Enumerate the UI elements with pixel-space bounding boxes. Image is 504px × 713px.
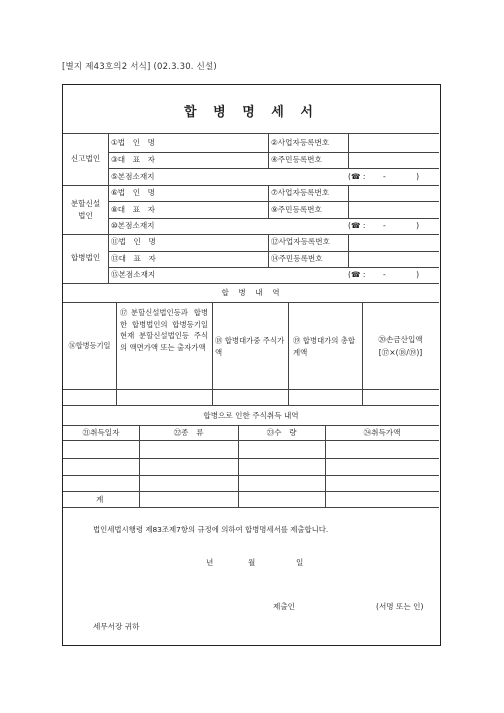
col-divider (348, 185, 349, 218)
rule (108, 168, 439, 169)
rule (108, 218, 439, 219)
section-label-merger-corp: 합병법인 (70, 253, 101, 262)
signature-label: (서명 또는 인) (376, 602, 424, 611)
field-resident-reg-no: ④주민등록번호 (271, 155, 322, 164)
total-label: 계 (96, 495, 104, 504)
rule-stock-heading (63, 425, 439, 426)
col-divider (139, 425, 140, 507)
stock-section-heading: 합병으로 인한 주식취득 내역 (203, 411, 299, 420)
field-representative: ⑬대 표 자 (111, 254, 156, 263)
col-deductible-amount: ⑳손금산입액 (378, 335, 423, 344)
col-divider (348, 234, 349, 267)
col-divider (348, 133, 349, 168)
rule (108, 152, 439, 153)
field-phone: (☎ : - ) (348, 270, 420, 279)
form-header: [별지 제43호의2 서식] (02.3.30. 신설) (62, 62, 217, 72)
field-corp-name: ⑪법 인 명 (111, 237, 156, 246)
col-divider (268, 234, 269, 267)
rule-stock-cols (63, 440, 439, 441)
col-divider (116, 302, 117, 405)
rule-merger-values (63, 405, 439, 406)
col-total-consideration: ⑲ 합병대가의 총합계액 (293, 336, 356, 357)
col-divider (268, 185, 269, 218)
col-acq-date: ㉑취득일자 (82, 428, 120, 437)
recipient-label: 세무서장 귀하 (93, 622, 140, 631)
rule (63, 491, 439, 492)
field-head-office: ⑮본점소재지 (111, 270, 156, 279)
col-divider (238, 425, 239, 507)
field-head-office: ⑩본점소재지 (111, 221, 155, 230)
col-divider (212, 302, 213, 405)
submission-statement: 법인세법시행령 제83조제7항의 규정에 의하여 합병명세서를 제출합니다. (93, 525, 329, 534)
rule-section-1 (63, 185, 439, 186)
rule-section-2 (63, 234, 439, 235)
rule (108, 267, 439, 268)
deductible-formula: [⑰×(⑱/⑲)] (378, 348, 423, 357)
col-divider (325, 425, 326, 507)
rule (63, 475, 439, 476)
rule (108, 201, 439, 202)
section-label-new-corp: 분할신설법인 (70, 199, 101, 220)
col-stock-type: ㉒종 류 (173, 428, 204, 437)
rule-merger-body (63, 389, 439, 390)
merger-statement-form (62, 84, 441, 646)
field-business-reg-no: ②사업자등록번호 (271, 138, 330, 147)
rule-merger-heading (63, 302, 439, 303)
rule (63, 458, 439, 459)
field-head-office: ⑤본점소재지 (111, 172, 155, 181)
date-month: 월 (248, 558, 256, 567)
field-phone: (☎ : - ) (348, 221, 420, 230)
field-resident-reg-no: ⑨주민등록번호 (271, 205, 322, 214)
col-quantity: ㉓수 량 (266, 428, 297, 437)
rule (108, 251, 439, 252)
date-day: 일 (296, 558, 304, 567)
field-business-reg-no: ⑦사업자등록번호 (271, 188, 330, 197)
field-corp-name: ⑥법 인 명 (111, 188, 156, 197)
col-acq-value: ㉔취득가액 (363, 428, 401, 437)
rule-title-bottom (63, 133, 439, 134)
merger-details-heading: 합 병 내 역 (221, 288, 281, 297)
col-divider (108, 133, 109, 283)
field-representative: ⑧대 표 자 (111, 205, 156, 214)
col-face-value: ⑰분할신설법인등과 합병한 합병법인의 합병등기일 현재 분할신설법인등 주식의 액면가액 또는 출자가액 (120, 308, 208, 352)
field-corp-name: ①법 인 명 (111, 138, 156, 147)
col-divider (268, 133, 269, 168)
col-stock-value: ⑱ 합병대가중 주식가액 (215, 336, 285, 357)
field-business-reg-no: ⑫사업자등록번호 (271, 237, 330, 246)
rule-section-3 (63, 283, 439, 284)
field-resident-reg-no: ⑭주민등록번호 (271, 254, 323, 263)
submitter-label: 제출인 (273, 602, 296, 611)
field-phone: (☎ : - ) (348, 172, 420, 181)
section-label-filing-corp: 신고법인 (70, 154, 101, 163)
col-merger-date: ⑯합병등기일 (68, 341, 111, 350)
date-year: 년 (206, 558, 214, 567)
field-representative: ③대 표 자 (111, 155, 156, 164)
form-title: 합 병 명 세 서 (184, 105, 319, 120)
rule-stock-total (63, 507, 439, 508)
col-divider (288, 302, 289, 405)
